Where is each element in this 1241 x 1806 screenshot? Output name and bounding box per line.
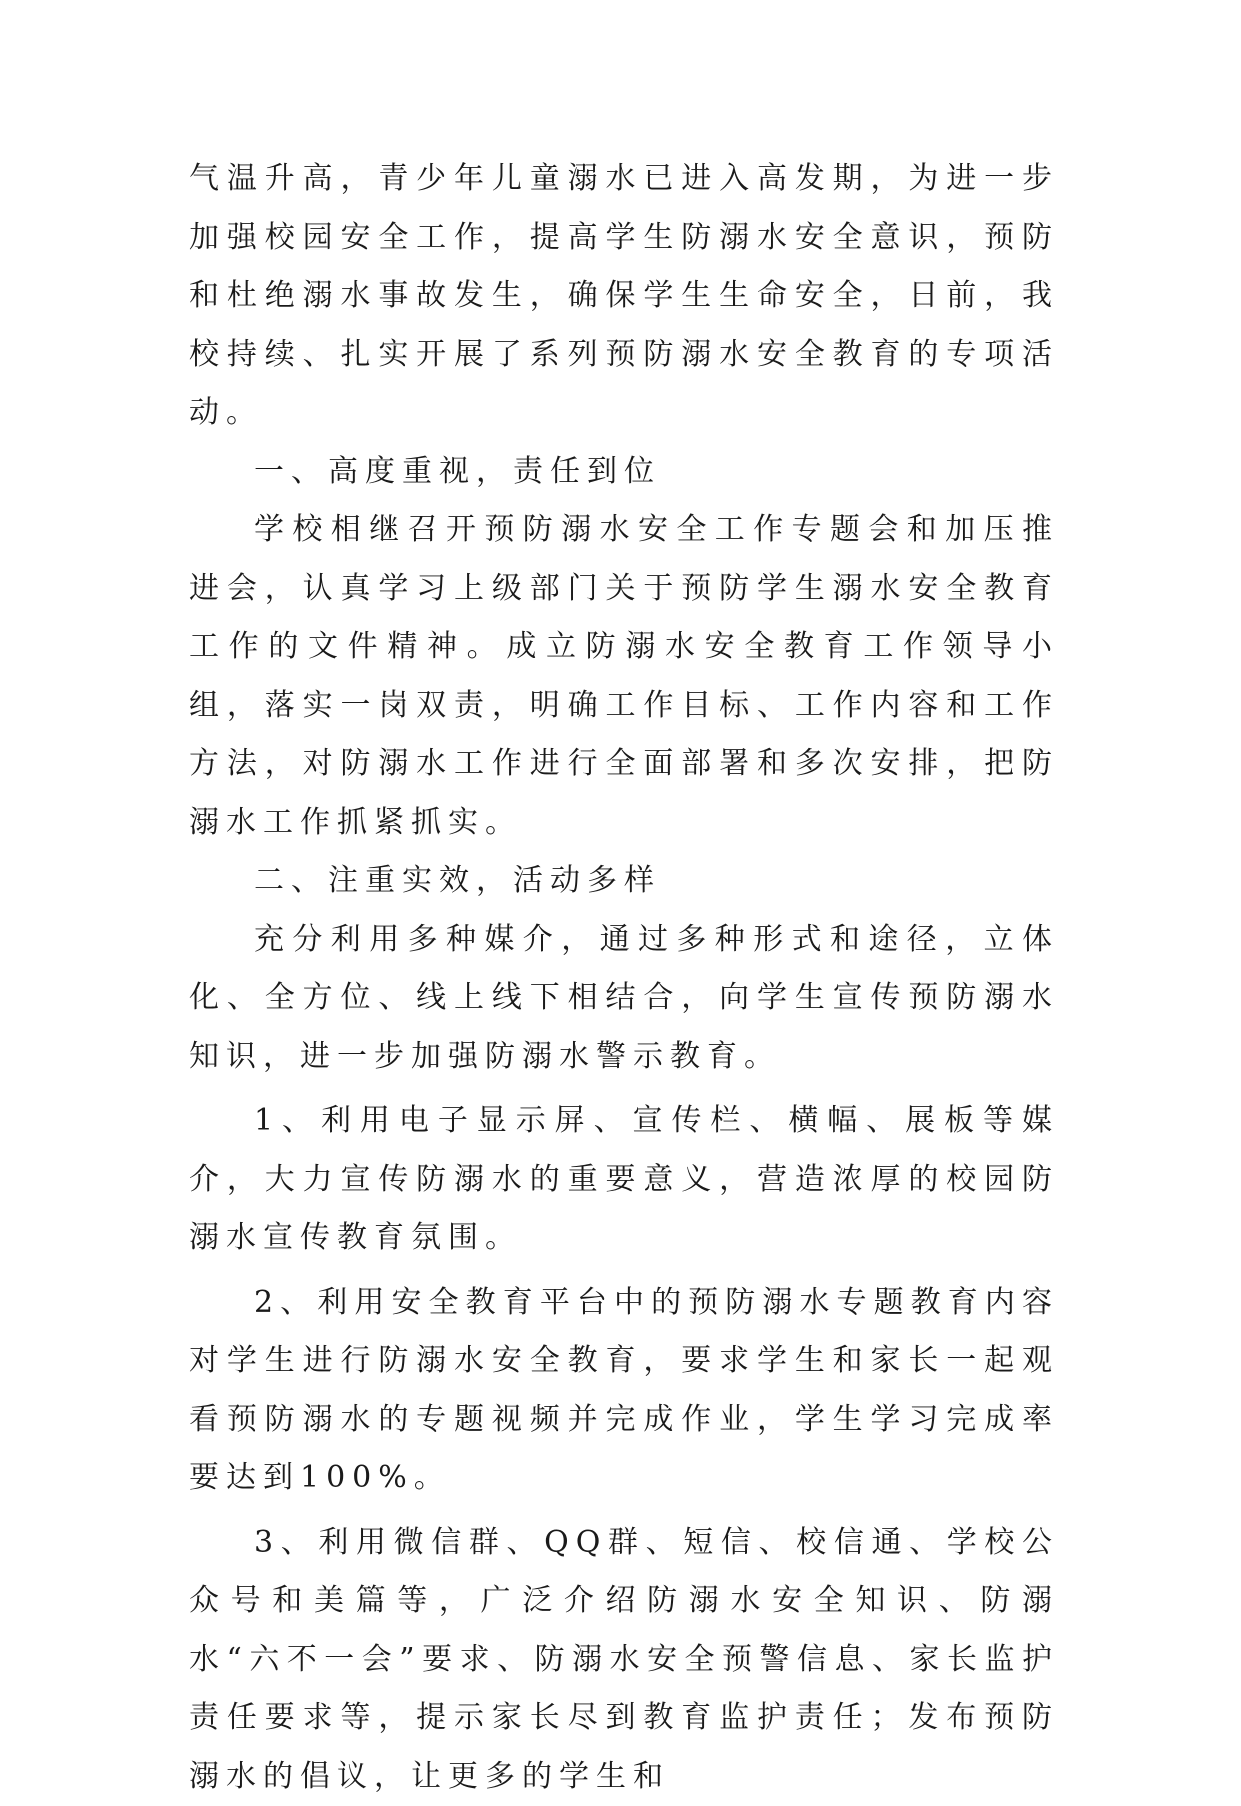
section-heading-1: 一、高度重视，责任到位 — [189, 443, 1059, 502]
list-item-2: 2、利用安全教育平台中的预防溺水专题教育内容对学生进行防溺水安全教育，要求学生和家长一起观看预防溺水的专题视频并完成作业，学生学习完成率要达到100%。 — [189, 1274, 1059, 1508]
list-item-3: 3、利用微信群、QQ群、短信、校信通、学校公众号和美篇等，广泛介绍防溺水安全知识、防溺水“六不一会”要求、防溺水安全预警信息、家长监护责任要求等，提示家长尽到教育监护责任；发布预防溺水的倡议，让更多的学生和 — [189, 1514, 1059, 1806]
document-body — [189, 150, 1059, 1806]
list-item-1: 1、利用电子显示屏、宣传栏、横幅、展板等媒介，大力宣传防溺水的重要意义，营造浓厚的校园防溺水宣传教育氛围。 — [189, 1092, 1059, 1268]
intro-paragraph: 气温升高，青少年儿童溺水已进入高发期，为进一步加强校园安全工作，提高学生防溺水安全意识，预防和杜绝溺水事故发生，确保学生生命安全，日前，我校持续、扎实开展了系列预防溺水安全教育的专项活动。 — [189, 150, 1059, 443]
section-1-paragraph: 学校相继召开预防溺水安全工作专题会和加压推进会，认真学习上级部门关于预防学生溺水安全教育工作的文件精神。成立防溺水安全教育工作领导小组，落实一岗双责，明确工作目标、工作内容和工作方法，对防溺水工作进行全面部署和多次安排，把防溺水工作抓紧抓实。 — [189, 501, 1059, 852]
section-2-paragraph: 充分利用多种媒介，通过多种形式和途径，立体化、全方位、线上线下相结合，向学生宣传预防溺水知识，进一步加强防溺水警示教育。 — [189, 911, 1059, 1087]
section-heading-2: 二、注重实效，活动多样 — [189, 852, 1059, 911]
